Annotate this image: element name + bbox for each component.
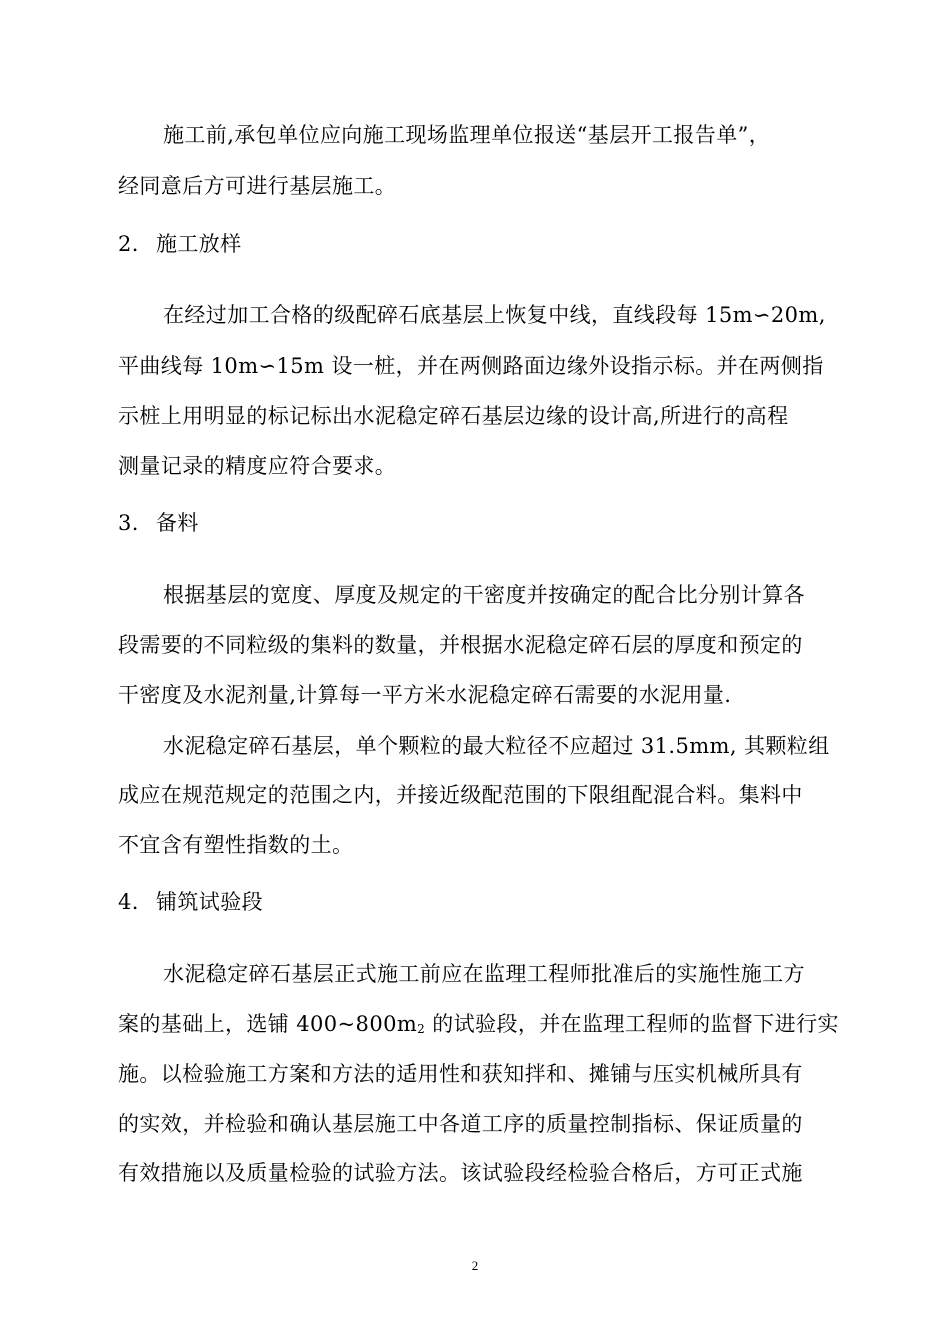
paragraph-5-line-4: 的实效，并检验和确认基层施工中各道工序的质量控制指标、保证质量的 bbox=[118, 1112, 803, 1136]
section-2-title: 施工放样 bbox=[156, 232, 242, 256]
paragraph-5-line-2-post: 的试验段，并在监理工程师的监督下进行实 bbox=[425, 1012, 839, 1036]
paragraph-3-line-3: 干密度及水泥剂量,计算每一平方米水泥稳定碎石需要的水泥用量. bbox=[118, 683, 732, 707]
paragraph-5-line-1: 水泥稳定碎石基层正式施工前应在监理工程师批准后的实施性施工方 bbox=[163, 962, 805, 986]
section-4-title: 铺筑试验段 bbox=[156, 890, 263, 914]
paragraph-5-line-5: 有效措施以及质量检验的试验方法。该试验段经检验合格后，方可正式施 bbox=[118, 1161, 803, 1185]
paragraph-4-line-3: 不宜含有塑性指数的土。 bbox=[118, 833, 354, 857]
paragraph-5-line-2 bbox=[118, 1009, 839, 1044]
paragraph-3-line-1: 根据基层的宽度、厚度及规定的干密度并按确定的配合比分别计算各 bbox=[163, 583, 805, 607]
paragraph-1-line-2: 经同意后方可进行基层施工。 bbox=[118, 174, 397, 198]
paragraph-5-line-3: 施。以检验施工方案和方法的适用性和获知拌和、摊铺与压实机械所具有 bbox=[118, 1062, 803, 1086]
paragraph-4-line-2: 成应在规范规定的范围之内，并接近级配范围的下限组配混合料。集料中 bbox=[118, 783, 803, 807]
paragraph-5-line-2-pre: 案的基础上，选铺 400~800m bbox=[118, 1012, 418, 1036]
paragraph-4-line-1: 水泥稳定碎石基层，单个颗粒的最大粒径不应超过 31.5mm, 其颗粒组 bbox=[163, 734, 830, 758]
squared-subscript: 2 bbox=[417, 1022, 426, 1036]
page-number: 2 bbox=[471, 1258, 479, 1273]
paragraph-1-line-1: 施工前,承包单位应向施工现场监理单位报送“基层开工报告单”， bbox=[163, 123, 771, 147]
paragraph-2-line-4: 测量记录的精度应符合要求。 bbox=[118, 454, 397, 478]
section-2-number: 2. bbox=[118, 232, 139, 256]
section-2-heading bbox=[118, 229, 242, 259]
section-3-heading bbox=[118, 508, 199, 538]
paragraph-2-line-2: 平曲线每 10m∽15m 设一桩，并在两侧路面边缘外设指示标。并在两侧指 bbox=[118, 354, 824, 378]
paragraph-2-line-3: 示桩上用明显的标记标出水泥稳定碎石基层边缘的设计高,所进行的高程 bbox=[118, 404, 789, 428]
paragraph-2-line-1: 在经过加工合格的级配碎石底基层上恢复中线，直线段每 15m∽20m, bbox=[163, 303, 826, 327]
section-3-number: 3. bbox=[118, 511, 139, 535]
section-4-number: 4. bbox=[118, 890, 139, 914]
section-3-title: 备料 bbox=[156, 511, 199, 535]
paragraph-3-line-2: 段需要的不同粒级的集料的数量，并根据水泥稳定碎石层的厚度和预定的 bbox=[118, 633, 803, 657]
section-4-heading bbox=[118, 887, 263, 917]
